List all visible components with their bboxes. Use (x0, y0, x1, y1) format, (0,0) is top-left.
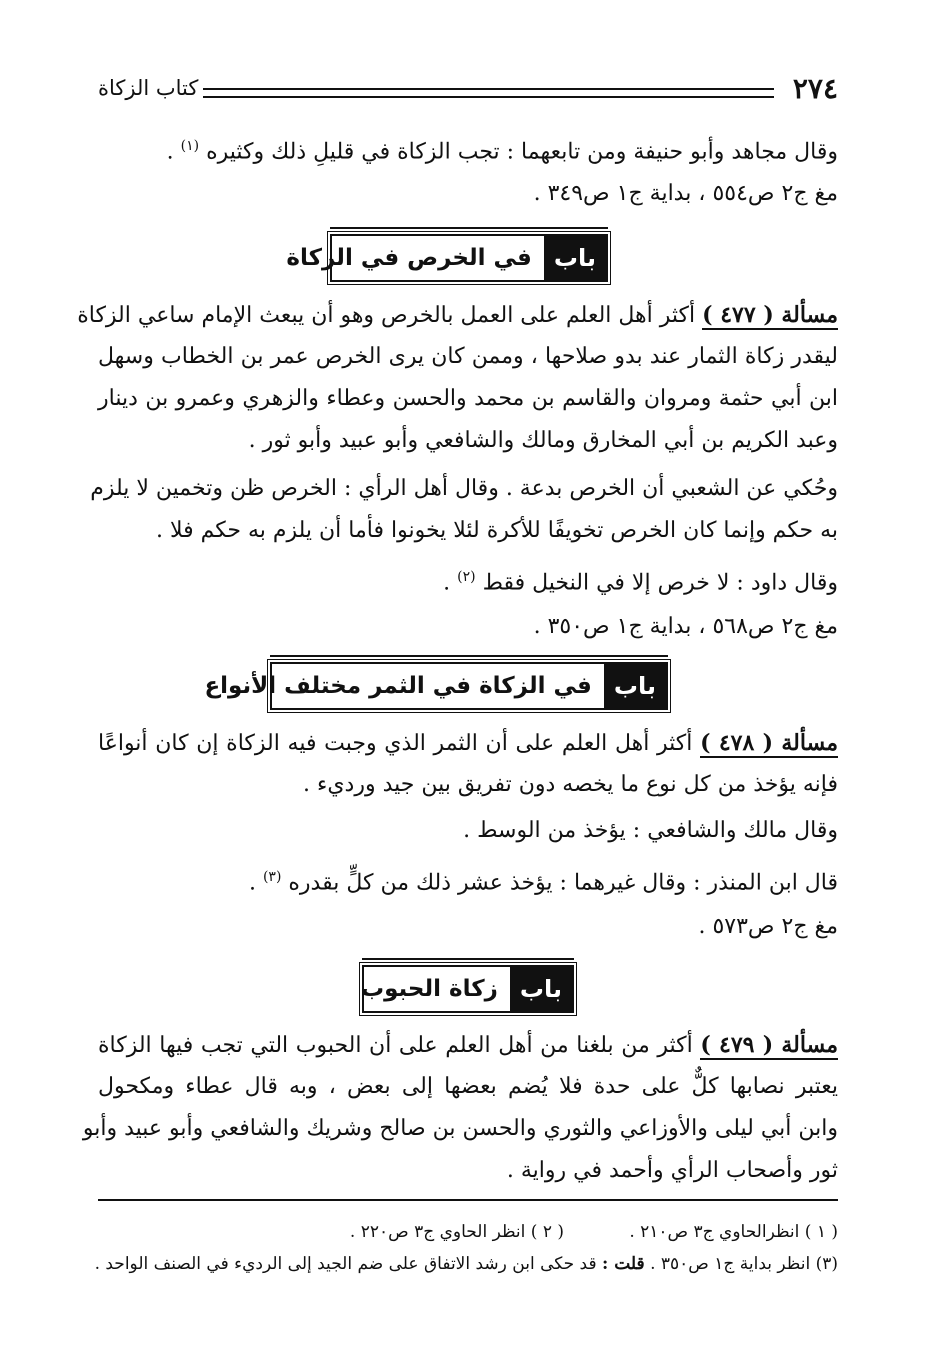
footnote-marker-3: (٣) (262, 869, 282, 885)
section-title: في الخرص في الزكاة (286, 245, 532, 271)
intro-line (167, 131, 838, 167)
section-heading-grains (362, 965, 574, 1013)
masala-477-line-1 (77, 300, 838, 331)
header-rule (203, 88, 774, 98)
page-number: ٢٧٤ (792, 72, 838, 105)
masala-479-line-1 (98, 1030, 838, 1061)
footnote-rule (98, 1199, 838, 1201)
footnote-3-text: قد حكى ابن رشد الاتفاق على ضم الجيد إلى الرديء في الصنف الواحد . (94, 1254, 597, 1274)
footnote-marker-1: (١) (180, 138, 200, 154)
intro-text: وقال مجاهد وأبو حنيفة ومن تابعهما : تجب الزكاة في قليلِ ذلك وكثيره (206, 139, 838, 165)
footnote-3-source: (٣) انظر بداية ج١ ص٣٥٠ . (650, 1254, 838, 1274)
page-header (98, 72, 838, 112)
book-title: كتاب الزكاة (98, 76, 199, 100)
footnote-3 (95, 1252, 838, 1276)
bab-rule (362, 958, 574, 960)
paragraph-end: . (443, 570, 451, 596)
paragraph-line (443, 562, 838, 598)
masala-number: مسألة ( ٤٧٩ ) (700, 1032, 838, 1058)
paragraph-line: ابن أبي حثمة ومروان والقاسم بن محمد والحسن وعطاء والزهري وعمرو بن دينار (98, 386, 838, 411)
paragraph-text: أكثر من بلغنا من أهل العلم على أن الحبوب التي تجب فيها الزكاة (98, 1033, 693, 1058)
paragraph-text: قال ابن المنذر : وقال غيرهما : يؤخذ عشر ذلك من كلٍّ بقدره (288, 870, 838, 896)
paragraph-line: به حكم وإنما كان الخرص تخويفًا للأكرة لئلا يخونوا فأما أن يلزم به حكم فلا . (155, 518, 838, 543)
footnote-3-qult: قلت : (602, 1254, 645, 1274)
bab-label: باب (544, 236, 606, 280)
intro-end: . (166, 139, 174, 165)
paragraph-line: وحُكي عن الشعبي أن الخرص بدعة . وقال أهل الرأي : الخرص ظن وتخمين لا يلزم (90, 476, 838, 501)
intro-reference: مغ ج٢ ص٥٥٤ ، بداية ج١ ص٣٤٩ . (533, 181, 838, 206)
bab-label: باب (604, 664, 666, 708)
paragraph-line: ليقدر زكاة الثمار عند بدو صلاحها ، وممن كان يرى الخرص عمر بن الخطاب وسهل (98, 344, 838, 369)
paragraph-text: أكثر أهل العلم على العمل بالخرص وهو أن يبعث الإمام ساعي الزكاة (77, 303, 696, 328)
section-heading-mixed-fruit (204, 662, 668, 710)
paragraph-line: وعبد الكريم بن أبي المخارق ومالك والشافعي وأبو عبيد وأبو ثور . (248, 428, 838, 453)
paragraph-line: وابن أبي ليلى والأوزاعي والثوري والحسن بن صالح وشريك والشافعي وأبو عبيد وأبو (82, 1116, 838, 1141)
paragraph-line: فإنه يؤخذ من كل نوع ما يخصه دون تفريق بين جيد ورديء . (303, 772, 838, 797)
footnote-2: ( ٢ ) انظر الحاوي ج٣ ص٢٢٠ . (349, 1222, 564, 1242)
footnote-1: ( ١ ) انظرالحاوي ج٣ ص٢١٠ . (629, 1222, 838, 1242)
section-title: في الزكاة في الثمر مختلف الأنواع (204, 673, 592, 699)
reference-line: مغ ج٢ ص٥٦٨ ، بداية ج١ ص٣٥٠ . (533, 614, 838, 639)
paragraph-line: ثور وأصحاب الرأي وأحمد في رواية . (506, 1158, 838, 1183)
section-title: زكاة الحبوب (361, 976, 498, 1002)
masala-number: مسألة ( ٤٧٨ ) (700, 730, 838, 756)
masala-number: مسألة ( ٤٧٧ ) (702, 302, 838, 328)
paragraph-end: . (248, 870, 256, 896)
paragraph-line (249, 862, 838, 898)
paragraph-line: يعتبر نصابها كلٌّ على حدة فلا يُضم بعضها إلى بعض ، وبه قال عطاء ومكحول (98, 1074, 838, 1099)
bab-rule (330, 227, 608, 229)
paragraph-line: وقال مالك والشافعي : يؤخذ من الوسط . (463, 818, 838, 843)
masala-478-line-1 (98, 728, 838, 759)
reference-line: مغ ج٢ ص٥٧٣ . (698, 914, 838, 939)
bab-rule (270, 655, 668, 657)
footnote-marker-2: (٢) (457, 569, 476, 585)
bab-label: باب (510, 967, 572, 1011)
section-heading-kharas (286, 234, 608, 282)
paragraph-text: أكثر أهل العلم على أن الثمر الذي وجبت فيه الزكاة إن كان أنواعًا (98, 731, 693, 756)
paragraph-text: وقال داود : لا خرص إلا في النخيل فقط (482, 570, 838, 596)
